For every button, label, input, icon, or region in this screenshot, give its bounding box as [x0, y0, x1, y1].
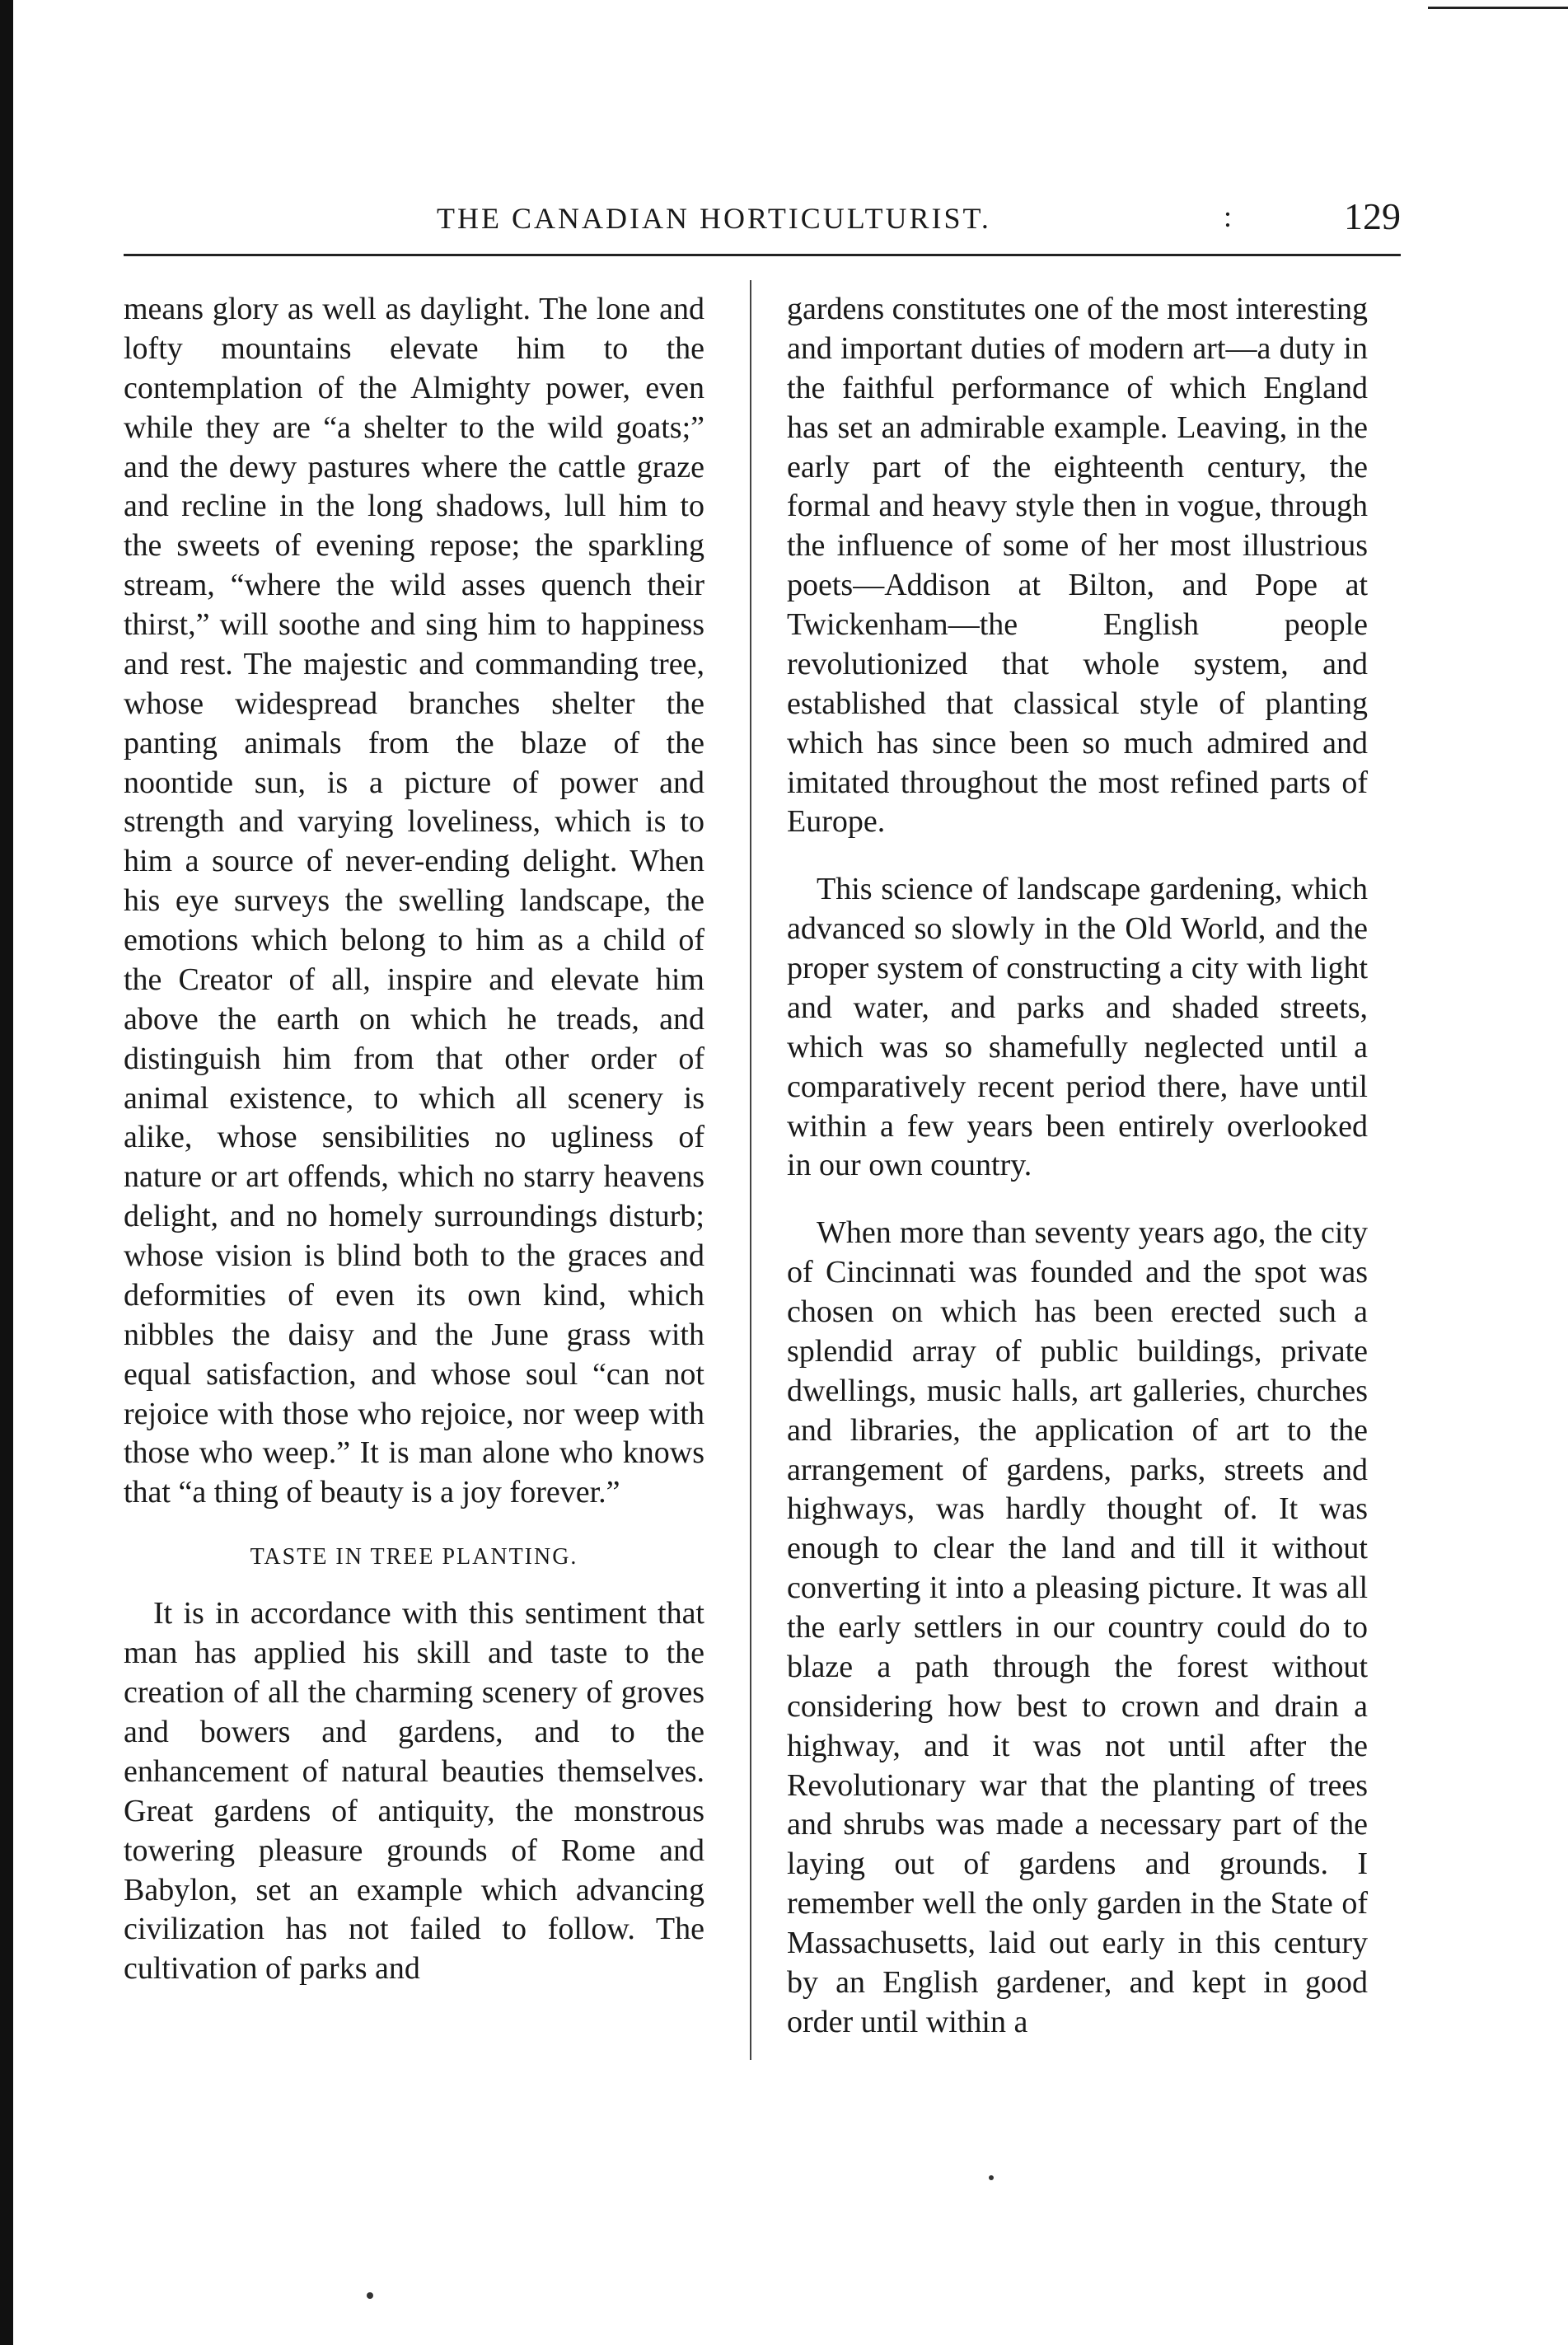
column-divider — [750, 280, 751, 2060]
right-paragraph-2: This science of landscape gardening, which advanced so slowly in the Old World, and the proper system of constructing a city with light and water, and parks and shaded streets, which was so shamefully neglected until a comparatively recent period there, have until within a few years been entirely overlooked in our own country. — [787, 872, 1368, 1183]
header-rule — [124, 254, 1401, 256]
left-paragraph-1: means glory as well as daylight. The lone and lofty mountains elevate him to the contemplation of the Almighty power, even while they are “a shelter to the wild goats;” and the dewy pastures where the cattle graze and recline in the long shadows, lull him to the sweets of evening repose; the sparkling stream, “where the wild asses quench their thirst,” will soothe and sing him to happiness and rest. The majestic and commanding tree, whose widespread branches shelter the panting animals from the blaze of the noontide sun, is a picture of power and strength and varying loveliness, which is to him a source of never-ending delight. When his eye surveys the swelling landscape, the emotions which belong to him as a child of the Creator of all, inspire and elevate him above the earth on which he treads, and distinguish him from that other order of animal existence, to which all scenery is alike, whose sensibilities no ugliness of nature or art offends, which no starry heavens delight, and no homely surroundings disturb; whose vision is blind both to the graces and deformities of even its own kind, which nibbles the daisy and the June grass with equal satisfaction, and whose soul “can not rejoice with those who rejoice, nor weep with those who weep.” It is man alone who knows that “a thing of beauty is a joy forever.” — [124, 292, 704, 1510]
top-corner-rule — [1428, 7, 1568, 9]
journal-title: THE CANADIAN HORTICULTURIST. — [437, 202, 991, 235]
ink-speck — [989, 2175, 994, 2180]
right-paragraph-3: When more than seventy years ago, the city of Cincinnati was founded and the spot was chosen on which has been erected such a splendid array of public buildings, private dwellings, music halls, art galleries, churches and libraries, the application of art to the arrangement of gardens, parks, streets and highways, was hardly thought of. It was enough to clear the land and till it without converting it into a pleasing picture. It was all the early settlers in our country could do to blaze a path through the forest without considering how best to crown and drain a highway, and it was not until after the Revolutionary war that the planting of trees and shrubs was made a necessary part of the laying out of gardens and grounds. I remember well the only garden in the State of Massachusetts, laid out early in this century by an English gardener, and kept in good order until within a — [787, 1215, 1368, 2039]
section-heading: TASTE IN TREE PLANTING. — [250, 1544, 578, 1570]
ink-speck — [367, 2292, 373, 2299]
right-paragraph-1: gardens constitutes one of the most interesting and important duties of modern art—a duty in the faithful performance of which England has set an admirable example. Leaving, in the early part of the eighteenth century, the formal and heavy style then in vogue, through the influence of some of her most illustrious poets—Addison at Bilton, and Pope at Twickenham—the English people revolutionized that whole system, and established that classical style of planting which has since been so much admired and imitated throughout the most refined parts of Europe. — [787, 292, 1368, 840]
left-paragraph-2: It is in accordance with this sentiment that man has applied his skill and taste to the creation of all the charming scenery of groves and bowers and gardens, and to the enhancement of natural beauties themselves. Great gardens of antiquity, the monstrous towering pleasure grounds of Rome and Babylon, set an example which advancing civilization has not failed to follow. The cultivation of parks and — [124, 1596, 704, 1987]
header-colon: : — [1224, 200, 1233, 233]
running-header — [124, 194, 1401, 244]
page-number: 129 — [1344, 195, 1401, 237]
left-column — [124, 290, 704, 2017]
scan-edge-bar — [0, 0, 13, 2345]
right-column — [787, 290, 1368, 2071]
